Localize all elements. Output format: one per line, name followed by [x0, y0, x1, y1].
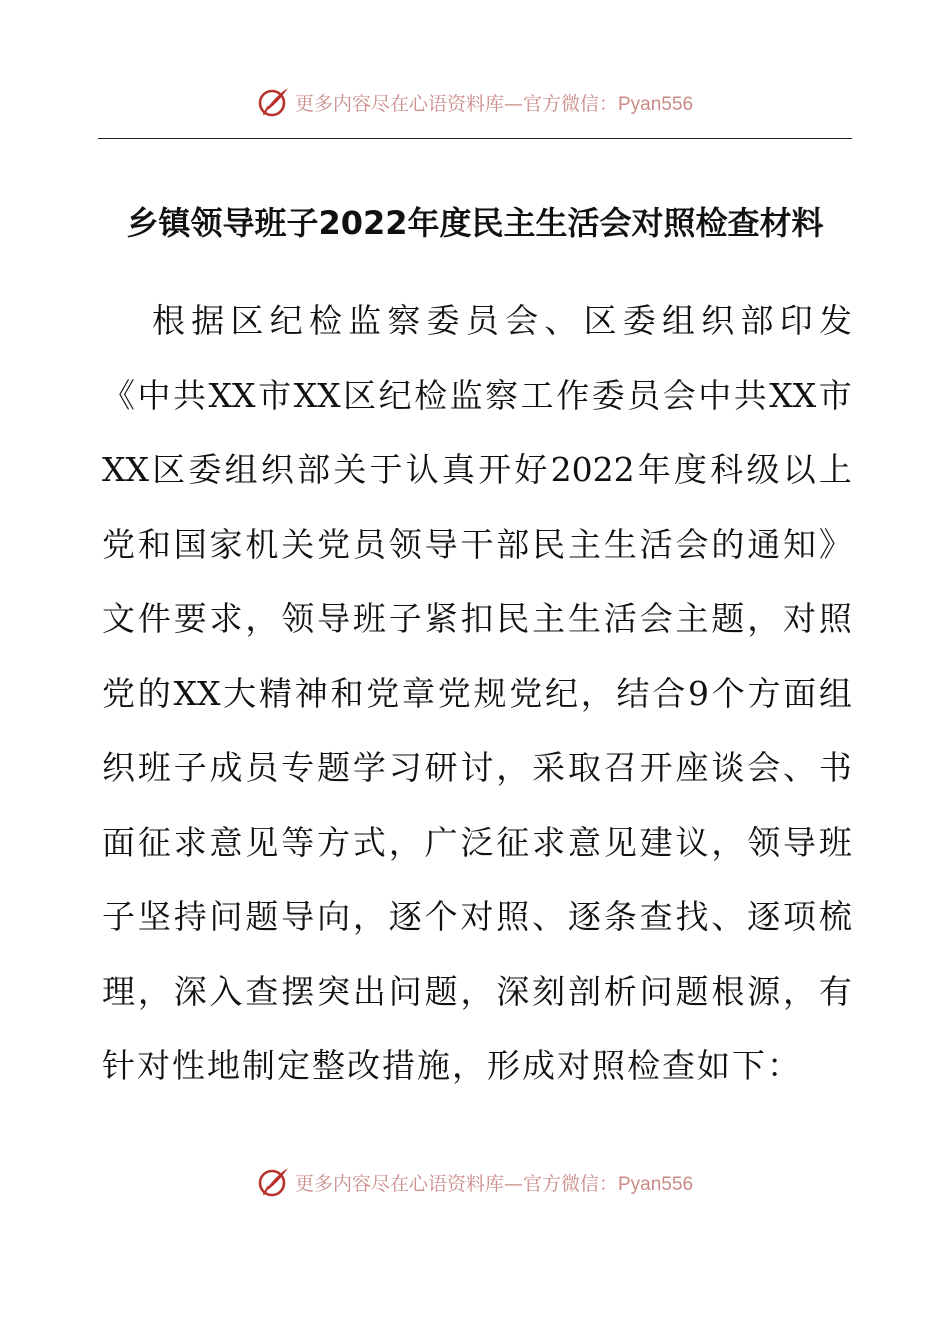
paragraph-line: 针对性地制定整改措施，形成对照检查如下： — [102, 1046, 802, 1085]
paragraph-line: 党 和 国 家 机 关 党 员 领 导 干 部 民 主 生 活 会 的 通 知 》 — [102, 524, 852, 564]
paragraph-line: 文 件 要 求 ， 领 导 班 子 紧 扣 民 主 生 活 会 主 题 ， 对 照 — [102, 599, 852, 638]
watermark-text: 更多内容尽在心语资料库—官方微信：Pyan556 — [294, 1172, 694, 1195]
paragraph-line: 根 据 区 纪 检 监 察 委 员 会 、 区 委 组 织 部 印 发 — [152, 301, 852, 340]
paragraph-line: 子 坚 持 问 题 导 向 ， 逐 个 对 照 、 逐 条 查 找 、 逐 项 梳 — [102, 897, 852, 936]
header-divider — [98, 138, 852, 139]
quill-circle-logo-icon — [257, 1165, 291, 1199]
footer-watermark — [0, 1160, 950, 1204]
document-paragraph — [102, 298, 852, 1118]
watermark-text: 更多内容尽在心语资料库—官方微信：Pyan556 — [294, 92, 694, 115]
paragraph-line: XX 区 委 组 织 部 关 于 认 真 开 好 2022 年 度 科 级 以 上 — [102, 450, 852, 489]
document-title: 乡镇领导班子2022年度民主生活会对照检查材料 — [126, 204, 824, 242]
quill-circle-logo-icon — [257, 85, 291, 119]
paragraph-line: 《 中 共 XX 市 XX 区 纪 检 监 察 工 作 委 员 会 中 共 XX 市 — [102, 375, 852, 415]
paragraph-line: 理 ， 深 入 查 摆 突 出 问 题 ， 深 刻 剖 析 问 题 根 源 ， 有 — [102, 971, 852, 1011]
paragraph-line: 织 班 子 成 员 专 题 学 习 研 讨 ， 采 取 召 开 座 谈 会 、 书 — [102, 748, 852, 787]
paragraph-line: 党 的 XX 大 精 神 和 党 章 党 规 党 纪 ， 结 合 9 个 方 面 组 — [102, 673, 852, 713]
header-watermark — [0, 80, 950, 124]
paragraph-line: 面 征 求 意 见 等 方 式 ， 广 泛 征 求 意 见 建 议 ， 领 导 班 — [102, 822, 852, 862]
